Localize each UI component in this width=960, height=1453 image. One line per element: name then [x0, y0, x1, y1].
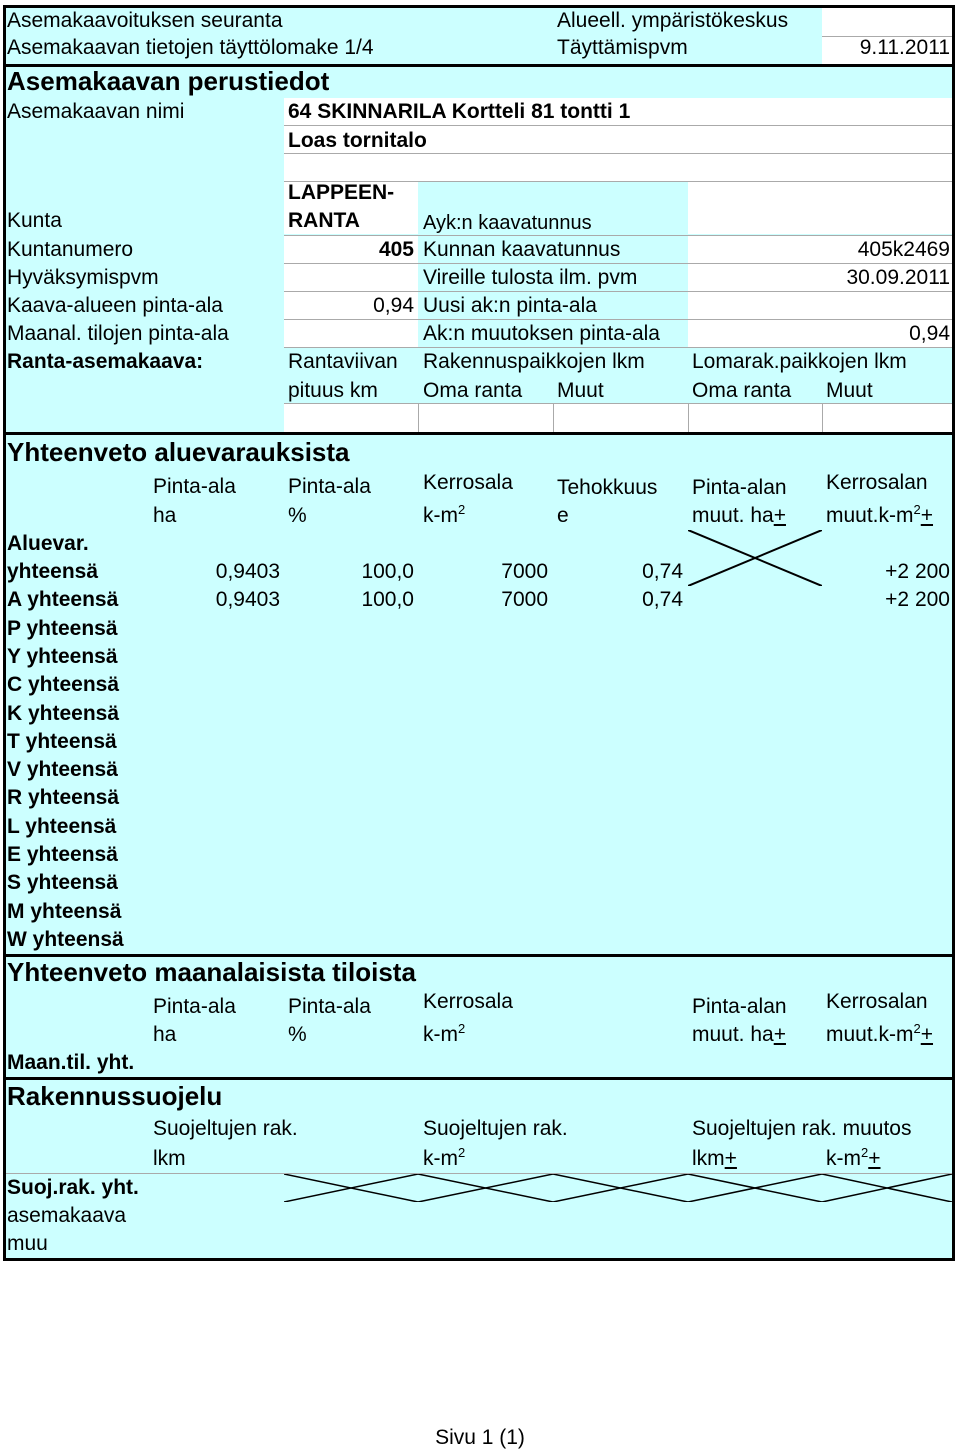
- area-row-label: C yhteensä: [7, 673, 120, 696]
- area-row-label: T yhteensä: [7, 730, 117, 753]
- ug-col1-a: Pinta-ala: [153, 995, 236, 1018]
- area-row-label: P yhteensä: [7, 617, 118, 640]
- ug-col3-b-wrap: [423, 1023, 465, 1047]
- maanal-label: Maanal. tilojen pinta-ala: [7, 322, 229, 345]
- ug-col6-b-wrap: [826, 1023, 933, 1047]
- prot-c3-sup: 2: [861, 1145, 869, 1160]
- ug-col2-a: Pinta-ala: [288, 995, 371, 1018]
- oma-ranta-2: Oma ranta: [692, 379, 792, 402]
- areas-col5-a: Pinta-alan: [692, 476, 787, 499]
- ug-col5-a: Pinta-alan: [692, 995, 787, 1018]
- areas-col4-a: Tehokkuus: [557, 476, 658, 499]
- uusi-label: Uusi ak:n pinta-ala: [423, 294, 597, 317]
- areas-col3-b-wrap: [423, 504, 465, 528]
- ranta-label: Ranta-asemakaava:: [7, 350, 204, 373]
- ug-col3-b: k-m: [423, 1023, 458, 1046]
- ug-col6-b: muut.k-m: [826, 1023, 914, 1046]
- fill-date-label: Täyttämispvm: [557, 36, 688, 59]
- vireille-label: Vireille tulosta ilm. pvm: [423, 266, 638, 289]
- rantaviiva-label-1: Rantaviivan: [288, 350, 398, 373]
- vireille-value[interactable]: 30.09.2011: [846, 266, 950, 289]
- area-value[interactable]: 0,94: [373, 294, 414, 317]
- area-row-kerros[interactable]: 7000: [501, 560, 548, 583]
- prot-c3-a: Suojeltujen rak. muutos: [692, 1117, 912, 1140]
- prot-c1-a: Suojeltujen rak.: [153, 1117, 298, 1140]
- ug-col6-pm: +: [920, 1023, 934, 1046]
- page-number: Sivu 1 (1): [435, 1426, 525, 1449]
- prot-total-label: Suoj.rak. yht.: [7, 1176, 139, 1199]
- area-row-ha[interactable]: 0,9403: [215, 588, 280, 611]
- ug-col6-a: Kerrosalan: [826, 990, 928, 1013]
- section-heading-underground: Yhteenveto maanalaisista tiloista: [7, 957, 416, 987]
- rantaviiva-label-2: pituus km: [288, 379, 378, 402]
- area-row-label: V yhteensä: [7, 758, 118, 781]
- section-heading-basic: Asemakaavan perustiedot: [7, 66, 330, 96]
- area-row-label: Y yhteensä: [7, 645, 118, 668]
- prot-c2-a: Suojeltujen rak.: [423, 1117, 568, 1140]
- prot-c2-sup: 2: [458, 1145, 466, 1160]
- field-maanal-bg: [284, 320, 418, 348]
- prot-c2-b: k-m: [423, 1147, 458, 1170]
- area-row-muut[interactable]: +2 200: [885, 560, 950, 583]
- areas-col1-a: Pinta-ala: [153, 475, 236, 498]
- prot-row-asemakaava: asemakaava: [7, 1204, 127, 1227]
- areas-col4-b: e: [557, 504, 569, 527]
- plan-name-label: Asemakaavan nimi: [7, 100, 185, 123]
- area-row-label: S yhteensä: [7, 871, 118, 894]
- muutos-value[interactable]: 0,94: [909, 322, 950, 345]
- prot-c3-pm2: +: [868, 1147, 881, 1170]
- areas-col5-b-wrap: [692, 504, 786, 528]
- muutos-label: Ak:n muutoksen pinta-ala: [423, 322, 660, 345]
- field-ranta-bg: [284, 404, 952, 432]
- area-row-label: W yhteensä: [7, 928, 124, 951]
- area-row-teho[interactable]: 0,74: [642, 588, 683, 611]
- crossed-cells-row: [284, 1174, 952, 1202]
- prot-c3-pm: +: [724, 1147, 737, 1170]
- field-uusi-bg: [688, 292, 952, 320]
- areas-col2-b: %: [288, 504, 307, 527]
- ug-col6-sup: 2: [913, 1021, 921, 1036]
- kunnan-value[interactable]: 405k2469: [857, 238, 950, 261]
- section-heading-areas: Yhteenveto aluevarauksista: [7, 437, 350, 467]
- areas-col3-sup: 2: [458, 502, 466, 517]
- ug-col2-b: %: [288, 1023, 307, 1046]
- rakpaik-label: Rakennuspaikkojen lkm: [423, 350, 645, 373]
- ug-col3-a: Kerrosala: [423, 990, 513, 1013]
- areas-col6-pm: +: [920, 504, 934, 527]
- ug-col3-sup: 2: [458, 1021, 466, 1036]
- area-row-label: M yhteensä: [7, 900, 122, 923]
- muut-2: Muut: [826, 379, 873, 402]
- area-row-muut[interactable]: +2 200: [885, 588, 950, 611]
- kuntanumero-value[interactable]: 405: [378, 238, 414, 261]
- area-row-pct[interactable]: 100,0: [361, 560, 414, 583]
- area-row-pct[interactable]: 100,0: [361, 588, 414, 611]
- area-label: Kaava-alueen pinta-ala: [7, 294, 223, 317]
- area-row-teho[interactable]: 0,74: [642, 560, 683, 583]
- areas-col6-b-wrap: [826, 504, 933, 528]
- ug-col5-pm: +: [773, 1023, 786, 1046]
- areas-col1-b: ha: [153, 504, 177, 527]
- areas-col5-pm: +: [773, 504, 786, 527]
- ug-total-label: Maan.til. yht.: [7, 1051, 135, 1074]
- hyv-label: Hyväksymispvm: [7, 266, 159, 289]
- prot-c1-b: lkm: [153, 1147, 186, 1170]
- field-hyv-bg: [284, 264, 418, 292]
- section-heading-protection: Rakennussuojelu: [7, 1081, 223, 1111]
- ayk-label: Ayk:n kaavatunnus: [423, 212, 592, 234]
- field-ayk-bg: [688, 182, 952, 234]
- oma-ranta-1: Oma ranta: [423, 379, 523, 402]
- ug-col5-b-wrap: [692, 1023, 786, 1047]
- area-row-label: R yhteensä: [7, 786, 120, 809]
- separator-areas: [3, 432, 955, 435]
- prot-c2-b-wrap: [423, 1147, 465, 1171]
- area-row-label: yhteensä: [7, 560, 99, 583]
- area-row-ha[interactable]: 0,9403: [215, 560, 280, 583]
- plan-name-line1[interactable]: 64 SKINNARILA Kortteli 81 tontti 1: [288, 100, 631, 123]
- area-row-label: E yhteensä: [7, 843, 118, 866]
- areas-col6-a: Kerrosalan: [826, 471, 928, 494]
- areas-col2-a: Pinta-ala: [288, 475, 371, 498]
- area-row-label: L yhteensä: [7, 815, 117, 838]
- kunta-label: Kunta: [7, 209, 62, 232]
- prot-row-muu: muu: [7, 1232, 48, 1255]
- areas-col5-b: muut. ha: [692, 504, 774, 527]
- separator-protection: [3, 1077, 955, 1080]
- prot-c3-b-wrap: [692, 1147, 737, 1171]
- prot-c3-c-wrap: [826, 1147, 881, 1171]
- ug-col1-b: ha: [153, 1023, 177, 1046]
- areas-col3-b: k-m: [423, 504, 458, 527]
- field-org-bg: [822, 8, 952, 36]
- ug-col5-b: muut. ha: [692, 1023, 774, 1046]
- area-row-label: K yhteensä: [7, 702, 120, 725]
- form-title: Asemakaavoituksen seuranta: [7, 9, 283, 32]
- areas-col6-sup: 2: [913, 502, 921, 517]
- muut-1: Muut: [557, 379, 604, 402]
- kunta-value-1[interactable]: LAPPEEN-: [288, 181, 395, 204]
- form-subtitle: Asemakaavan tietojen täyttölomake 1/4: [7, 36, 374, 59]
- org-label: Alueell. ympäristökeskus: [557, 9, 789, 32]
- areas-col6-b: muut.k-m: [826, 504, 914, 527]
- kunta-value-2[interactable]: RANTA: [288, 209, 360, 232]
- area-row-kerros[interactable]: 7000: [501, 588, 548, 611]
- kuntanumero-label: Kuntanumero: [7, 238, 134, 261]
- plan-name-line2[interactable]: Loas tornitalo: [288, 129, 427, 152]
- aluevar-label: Aluevar.: [7, 532, 89, 555]
- fill-date-value[interactable]: 9.11.2011: [859, 36, 950, 59]
- area-row-label: A yhteensä: [7, 588, 119, 611]
- kunnan-label: Kunnan kaavatunnus: [423, 238, 621, 261]
- prot-c3-c: k-m: [826, 1147, 861, 1170]
- lomarak-label: Lomarak.paikkojen lkm: [692, 350, 907, 373]
- prot-c3-b: lkm: [692, 1147, 725, 1170]
- areas-col3-a: Kerrosala: [423, 471, 513, 494]
